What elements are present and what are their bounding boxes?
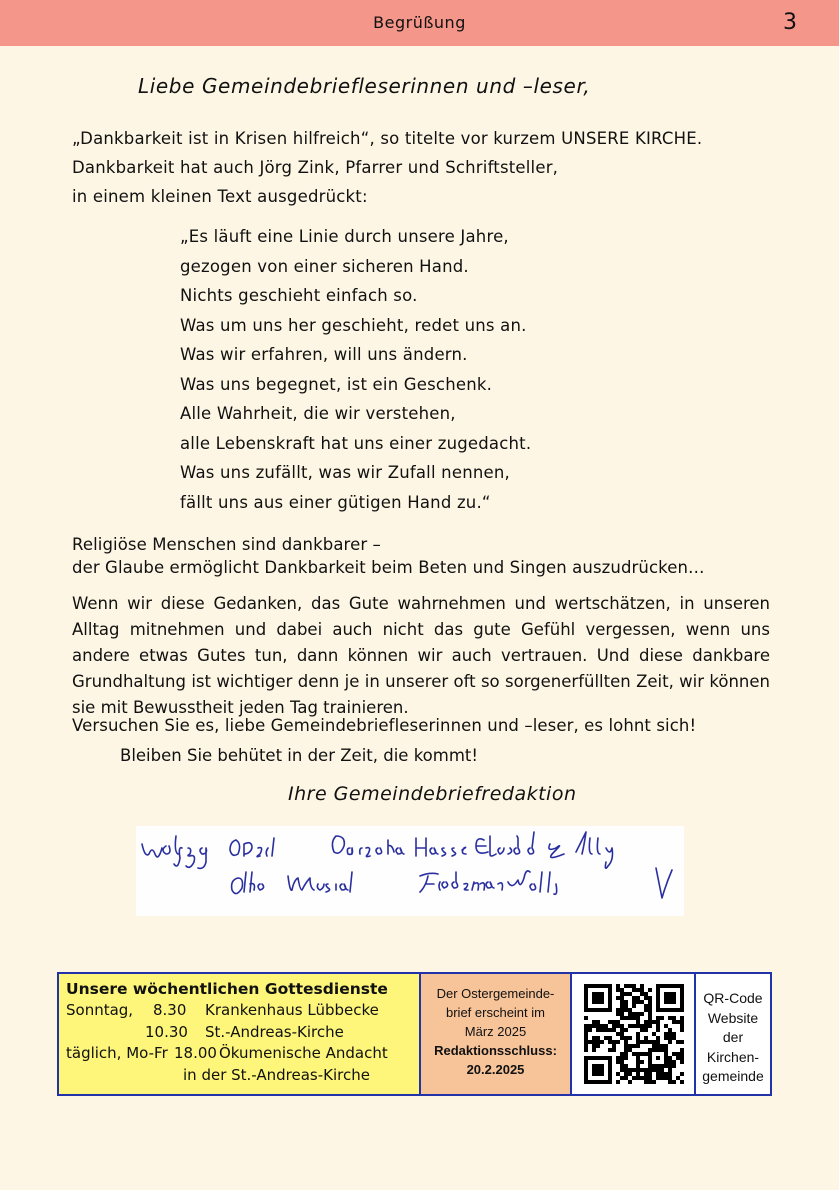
quote-block	[180, 222, 531, 517]
quote-line: Alle Wahrheit, die wir verstehen,	[180, 404, 456, 423]
intro-line: Dankbarkeit hat auch Jörg Zink, Pfarrer und Schriftsteller,	[72, 158, 559, 177]
intro-paragraph	[72, 124, 792, 211]
quote-line: fällt uns aus einer gütigen Hand zu.“	[180, 492, 491, 512]
easter-line: Der Ostergemeinde-	[436, 986, 555, 1001]
handwritten-signatures	[136, 826, 684, 916]
quote-line: Nichts geschieht einfach so.	[180, 286, 418, 305]
service-label: Sonntag,	[66, 1001, 134, 1019]
service-row	[66, 1065, 412, 1087]
service-row	[66, 1000, 412, 1022]
service-place: Ökumenische Andacht	[219, 1044, 388, 1062]
service-time: 8.30	[153, 1001, 187, 1019]
qr-label-line: Kirchen-	[706, 1048, 760, 1065]
page-header	[0, 0, 839, 46]
sign-off: Ihre Gemeindebriefredaktion	[288, 783, 577, 805]
blessing-line: Bleiben Sie behütet in der Zeit, die kommt!	[120, 746, 478, 765]
easter-line: brief erscheint im	[446, 1005, 545, 1020]
qr-code-icon[interactable]	[584, 984, 684, 1084]
qr-label-line: QR-Code	[703, 990, 763, 1006]
service-time: 10.30	[145, 1022, 188, 1041]
qr-label-line: der	[722, 1029, 744, 1045]
quote-line: Was uns begegnet, ist ein Geschenk.	[180, 374, 493, 394]
service-row	[66, 1022, 412, 1044]
intro-line: in einem kleinen Text ausgedrückt:	[72, 187, 368, 206]
closing-line: Versuchen Sie es, liebe Gemeindebriefleserinnen und –leser, es lohnt sich!	[72, 716, 697, 735]
quote-line: alle Lebenskraft hat uns einer zugedacht.	[180, 433, 532, 453]
deadline-label: Redaktionsschluss:	[434, 1043, 557, 1058]
qr-label-line: Website	[707, 1009, 759, 1026]
body-paragraph: Wenn wir diese Gedanken, das Gute wahrnehmen und wertschätzen, in unseren Alltag mitnehmen und dabei auch nicht das gute Gefühl vergessen, wenn uns andere etwas Gutes tun, dann können wir auch vertrauen. Und diese dankbare Grundhaltung ist wichtiger denn je in unserer oft so sorgenerfüllten Zeit, wir können sie mit Bewusstheit jeden Tag trainieren.	[72, 594, 770, 717]
service-place: Krankenhaus Lübbecke	[205, 1001, 379, 1019]
service-place: St.-Andreas-Kirche	[205, 1022, 344, 1041]
signatures-image	[136, 826, 684, 916]
header-title: Begrüßung	[373, 13, 466, 32]
religious-line: Religiöse Menschen sind dankbarer –	[72, 535, 381, 554]
religious-line: der Glaube ermöglicht Dankbarkeit beim Beten und Singen auszudrücken…	[72, 558, 705, 577]
service-row	[66, 1043, 412, 1065]
intro-line: „Dankbarkeit ist in Krisen hilfreich“, so titelte vor kurzem UNSERE KIRCHE.	[72, 129, 703, 148]
quote-line: Was uns zufällt, was wir Zufall nennen,	[180, 463, 510, 482]
deadline-date: 20.2.2025	[466, 1062, 525, 1077]
qr-label-line: gemeinde	[702, 1068, 764, 1084]
qr-code-box	[570, 972, 696, 1096]
quote-line: Was wir erfahren, will uns ändern.	[180, 345, 468, 364]
quote-line: gezogen von einer sicheren Hand.	[180, 256, 469, 276]
salutation: Liebe Gemeindebriefleserinnen und –leser,	[138, 74, 591, 98]
service-place: in der St.-Andreas-Kirche	[183, 1065, 370, 1084]
quote-line: Was um uns her geschieht, redet uns an.	[180, 315, 527, 335]
religious-paragraph	[72, 533, 792, 579]
page-number: 3	[783, 10, 797, 35]
services-title: Unsere wöchentlichen Gottesdienste	[66, 980, 388, 998]
qr-label-box	[694, 972, 772, 1096]
easter-line: März 2025	[464, 1024, 527, 1039]
easter-edition-box	[419, 972, 572, 1096]
services-box	[57, 972, 421, 1096]
quote-line: „Es läuft eine Linie durch unsere Jahre,	[180, 227, 509, 246]
service-label: täglich, Mo-Fr	[66, 1044, 168, 1062]
service-time: 18.00	[174, 1044, 217, 1062]
